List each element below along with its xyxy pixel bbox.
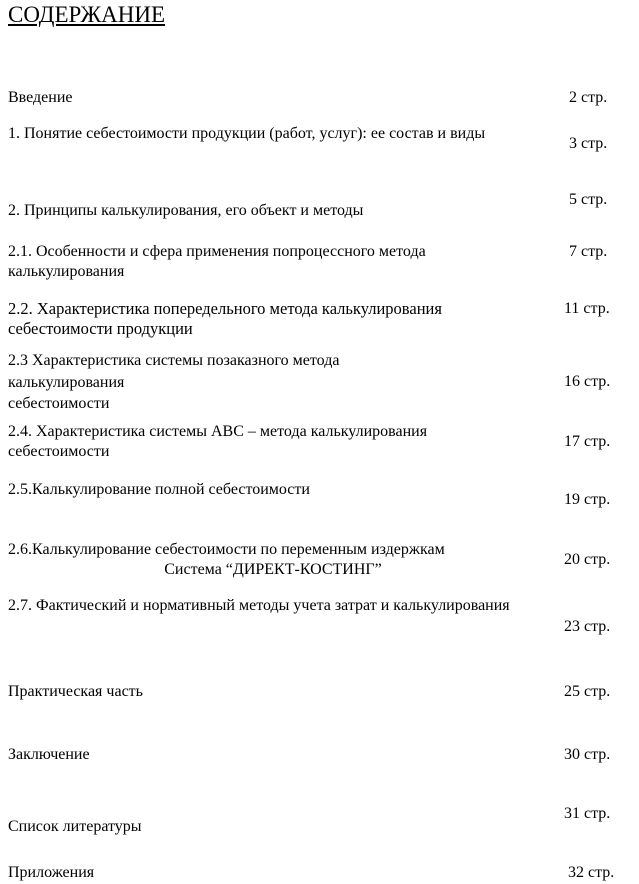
toc-page-practical-part: 25 стр. [564,683,611,700]
toc-entry-line: себестоимости [8,395,110,412]
toc-entry-section-2-3 [8,350,538,415]
toc-entry-conclusion: Заключение [8,746,90,763]
toc-entry-section-2-7: 2.7. Фактический и нормативный методы учета затрат и калькулирования [8,597,510,614]
toc-page-section-2-1: 7 стр. [569,243,608,260]
toc-entry-appendices: Приложения [8,864,95,881]
toc-page-section-2-2: 11 стр. [564,300,610,317]
toc-page-bibliography: 31 стр. [564,805,611,822]
toc-entry-section-2: 2. Принципы калькулирования, его объект и методы [8,202,364,219]
toc-page-conclusion: 30 стр. [564,746,611,763]
toc-entry-section-2-5: 2.5.Калькулирование полной себестоимости [8,481,310,498]
toc-entry-section-2-1: 2.1. Особенности и сфера применения попроцессного метода калькулирования [8,243,426,280]
toc-page-section-2-4: 17 стр. [564,433,611,450]
page-title: СОДЕРЖАНИЕ [8,2,166,27]
toc-page-section-2-3: 16 стр. [564,373,611,390]
toc-entry-section-2-6 [8,540,538,580]
toc-entry-practical-part: Практическая часть [8,683,143,700]
toc-entry-introduction: Введение [8,89,73,106]
toc-entry-section-2-2: 2.2. Характеристика попередельного метода калькулирования себестоимости продукции [8,299,442,338]
toc-entry-line: Система “ДИРЕКТ-КОСТИНГ” [164,561,382,578]
toc-page-section-1: 3 стр. [569,135,608,152]
toc-page-appendices: 32 стр. [568,864,615,881]
toc-page-section-2-6: 20 стр. [564,551,611,568]
toc-entry-section-1: 1. Понятие себестоимости продукции (работ, услуг): ее состав и виды [8,125,486,142]
toc-entry-line: 2.3 Характеристика системы позаказного метода [8,352,340,369]
toc-page-section-2-7: 23 стр. [564,618,611,635]
toc-entry-line: 2.6.Калькулирование себестоимости по переменным издержкам [8,541,445,558]
toc-page-section-2-5: 19 стр. [564,491,611,508]
toc-page-introduction: 2 стр. [569,89,608,106]
toc-entry-section-2-4: 2.4. Характеристика системы АВС – метода калькулирования себестоимости [8,423,428,460]
toc-page-section-2: 5 стр. [569,191,608,208]
toc-entry-line: калькулирования [8,373,125,391]
toc-entry-bibliography: Список литературы [8,818,142,835]
